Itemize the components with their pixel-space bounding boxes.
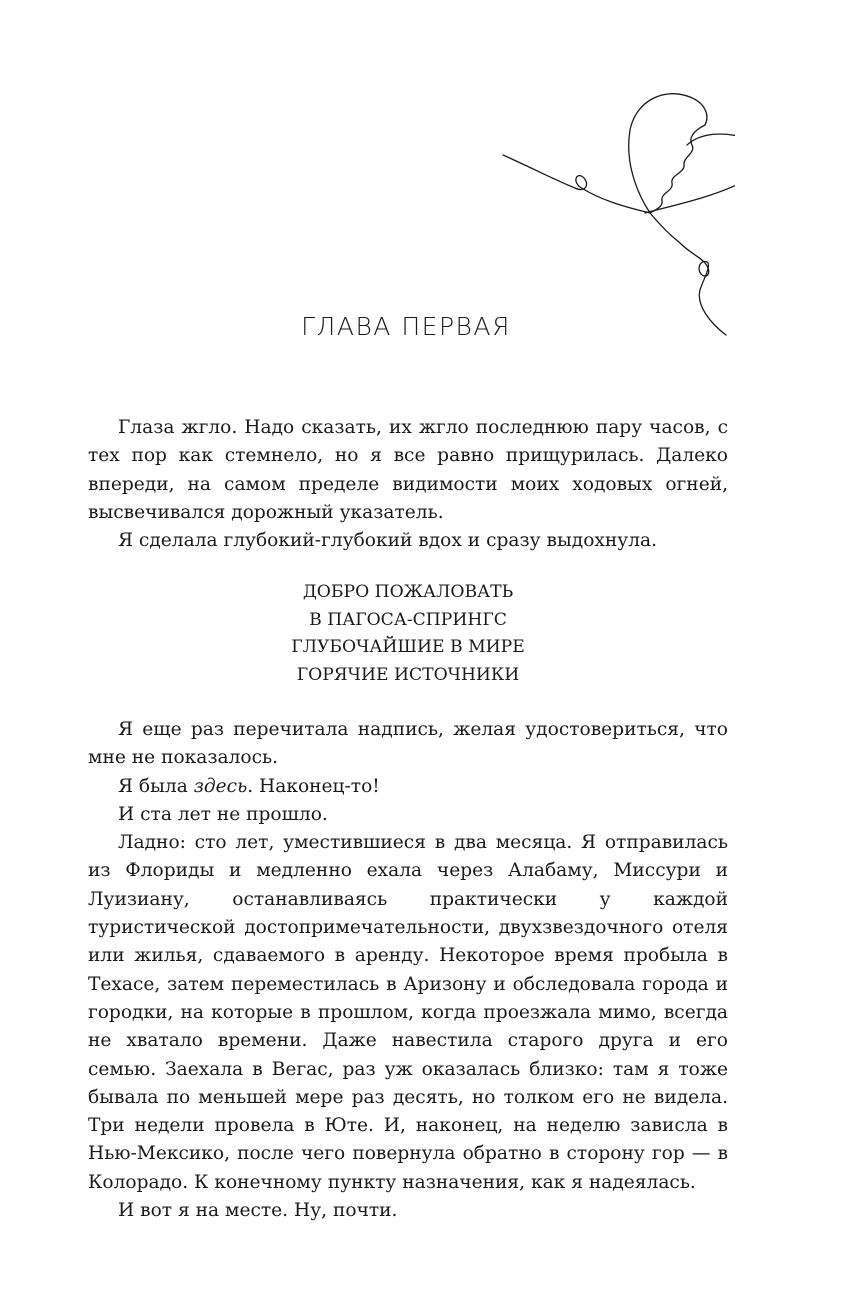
paragraph: Я еще раз перечитала надпись, желая удостовериться, что мне не показалось. [88,719,728,769]
paragraph: Глаза жгло. Надо сказать, их жгло последнюю пару часов, с тех пор как стемнело, но я все равно прищурилась. Далеко впереди, на самом пределе видимости моих ходовых огней, высвечивался дорожный указатель. [88,417,728,523]
sign-line: ГЛУБОЧАЙШИЕ В МИРЕ [291,637,525,658]
chapter-title: ГЛАВА ПЕРВАЯ [301,312,511,341]
paragraph-text: . Наконец-то! [247,775,380,797]
main-paragraphs [88,716,728,1225]
paragraph [88,773,728,801]
paragraph: И вот я на месте. Ну, почти. [118,1200,398,1222]
heart-string-icon [500,85,735,340]
sign-line: ДОБРО ПОЖАЛОВАТЬ [302,582,514,602]
paragraph: И ста лет не прошло. [118,803,328,825]
sign-line: В ПАГОСА-СПРИНГС [309,609,507,630]
emphasized-word: здесь [193,775,248,797]
road-sign-text [88,579,728,689]
opening-paragraphs [88,414,728,555]
paragraph: Я сделала глубокий-глубокий вдох и сразу выдохнула. [118,530,658,552]
paragraph-text: Я была [118,775,194,797]
paragraph: Ладно: сто лет, уместившиеся в два месяца. Я отправилась из Флориды и медленно ехала через Алабаму, Миссури и Луизиану, останавливаясь практически у каждой туристической достопримечательности, двухзвездочного отеля или жилья, сдаваемого в аренду. Некоторое время пробыла в Техасе, затем переместилась в Аризону и обследовала города и городки, на которые в прошлом, когда проезжала мимо, всегда не хватало времени. Даже навестила старого друга и его семью. Заехала в Вегас, раз уж оказалась близко: там я тоже бывала по меньшей мере раз десять, но толком его не видела. Три недели провела в Юте. И, наконец, на неделю зависла в Нью-Мексико, после чего повернула обратно в сторону гор — в Колорадо. К конечному пункту назначения, как я надеялась. [88,832,728,1193]
sign-line: ГОРЯЧИЕ ИСТОЧНИКИ [296,664,520,685]
